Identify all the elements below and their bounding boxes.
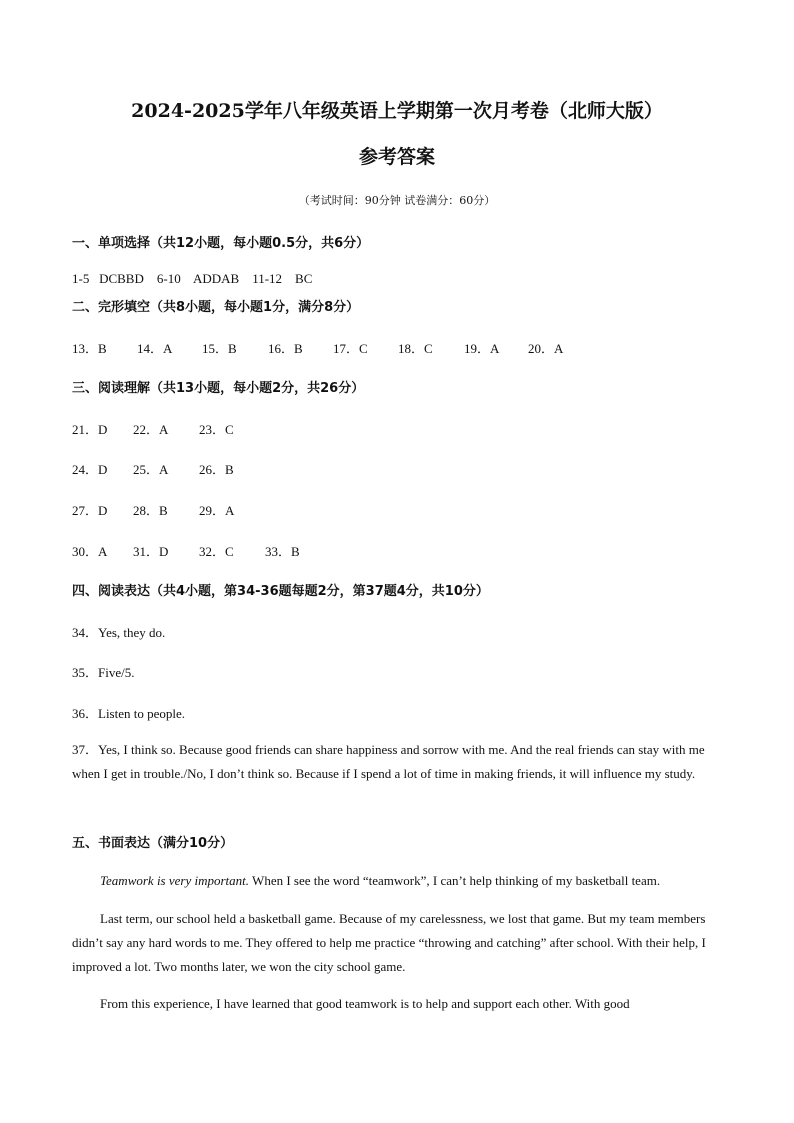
section-1-heading: 一、单项选择（共12小题，每小题0.5分，共6分）: [72, 236, 370, 251]
essay-paragraph-3: From this experience, I have learned that good teamwork is to help and support each other. With good: [100, 996, 630, 1011]
answer-item: 21．D: [72, 422, 108, 437]
essay-paragraph-1-text: When I see the word “teamwork”, I can’t help thinking of my basketball team.: [249, 873, 661, 888]
answer-item: 29．A: [199, 503, 235, 518]
answer-item: 14．A: [137, 341, 173, 356]
answer-item: 16．B: [268, 341, 303, 356]
answer-item: 13．B: [72, 341, 107, 356]
section-4-heading: 四、阅读表达（共4小题，第34-36题每题2分，第37题4分，共10分）: [72, 584, 489, 599]
essay-paragraph-1: [72, 869, 722, 893]
answer-item: 24．D: [72, 462, 108, 477]
essay-opening-sentence: Teamwork is very important.: [100, 873, 250, 888]
answer-item: 32．C: [199, 544, 234, 559]
answer-34: 34．Yes, they do.: [72, 625, 166, 640]
answer-item: 17．C: [333, 341, 368, 356]
section-3-row: [72, 500, 259, 519]
answer-35: 35．Five/5.: [72, 665, 135, 680]
answer-item: 15．B: [202, 341, 237, 356]
essay-paragraph-2: Last term, our school held a basketball game. Because of my carelessness, we lost that game. But my team members didn’t say any hard words to me. They offered to help me practice “throwing and catching” after school. With their help, I improved a lot. Two months later, we won the city school game.: [72, 911, 706, 974]
answer-item: 27．D: [72, 503, 108, 518]
page-title: 2024-2025学年八年级英语上学期第一次月考卷（北师大版）: [131, 100, 663, 122]
section-3-heading: 三、阅读理解（共13小题，每小题2分，共26分）: [72, 381, 365, 396]
section-3-row: [72, 541, 325, 560]
section-2-answers: [72, 338, 588, 357]
answer-36: 36．Listen to people.: [72, 706, 186, 721]
section-3-row: [72, 459, 259, 478]
answer-item: 18．C: [398, 341, 433, 356]
page-subtitle: 参考答案: [358, 146, 435, 168]
section-5-heading: 五、书面表达（满分10分）: [72, 836, 234, 851]
answer-item: 30．A: [72, 544, 108, 559]
answer-item: 33．B: [265, 544, 300, 559]
answer-item: 26．B: [199, 462, 234, 477]
answer-item: 23．C: [199, 422, 234, 437]
answer-item: 19．A: [464, 341, 500, 356]
answer-item: 20．A: [528, 341, 564, 356]
answer-item: 28．B: [133, 503, 168, 518]
answer-37: 37．Yes, I think so. Because good friends can share happiness and sorrow with me. And the real friends can stay with me when I get in trouble./No, I don’t think so. Because if I spend a lot of time in making friends, it will influence my study.: [72, 742, 705, 781]
answer-item: 25．A: [133, 462, 169, 477]
exam-info: （考试时间：90分钟 试卷满分：60分）: [298, 194, 496, 207]
answer-item: 22．A: [133, 422, 169, 437]
section-1-answers: 1-5 DCBBD 6-10 ADDAB 11-12 BC: [72, 271, 313, 286]
section-3-row: [72, 419, 259, 438]
answer-item: 31．D: [133, 544, 169, 559]
section-2-heading: 二、完形填空（共8小题，每小题1分，满分8分）: [72, 300, 360, 315]
